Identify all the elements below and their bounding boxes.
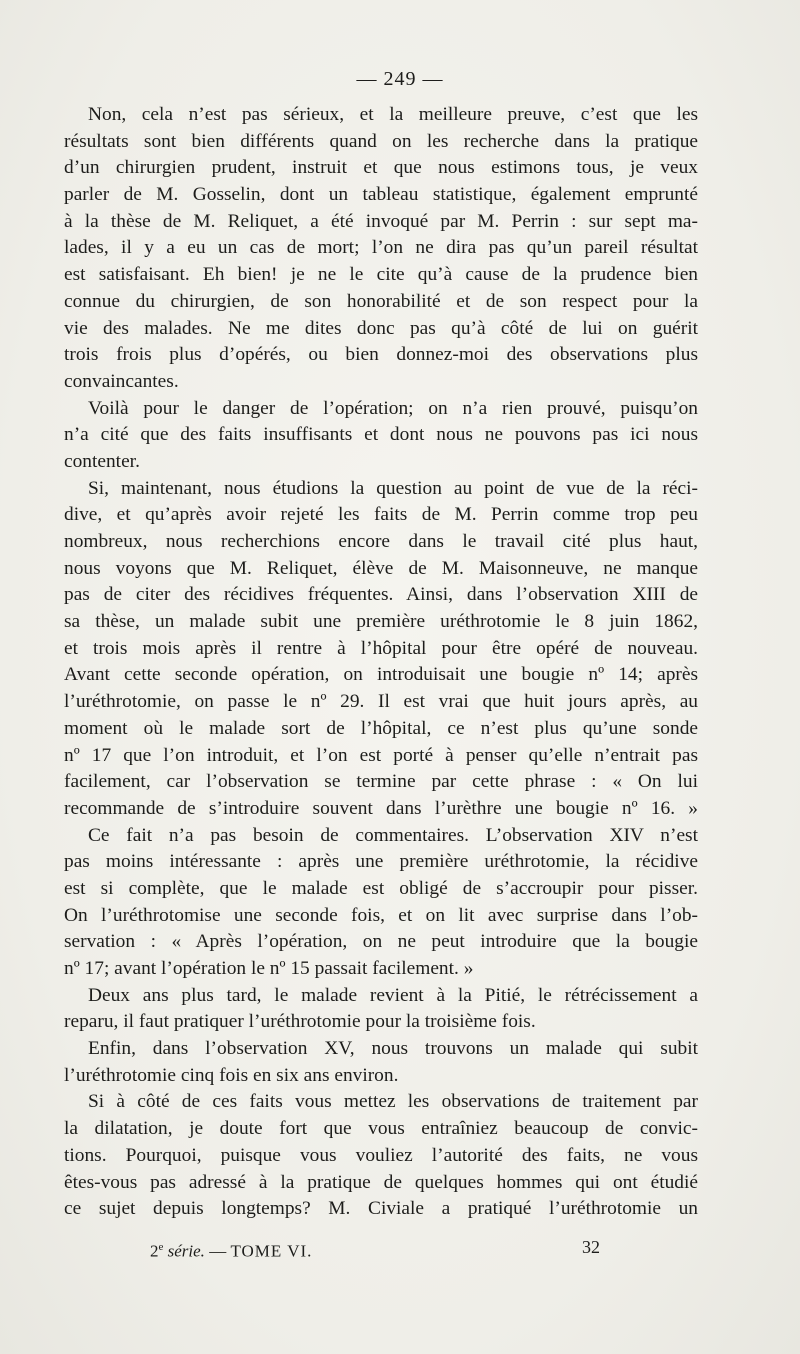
series-number: 2 xyxy=(150,1241,159,1261)
text-line: Deux ans plus tard, le malade revient à la Pitié, le rétrécissement a xyxy=(88,984,698,1006)
text-line: ce sujet depuis longtemps? M. Civiale a pratiqué l’uréthrotomie un xyxy=(64,1198,698,1220)
text-line: pas moins intéressante : après une première uréthrotomie, la récidive xyxy=(64,851,698,873)
signature-mark: 32 xyxy=(582,1237,600,1257)
series-label xyxy=(150,1234,312,1265)
series-word: série. xyxy=(167,1241,205,1261)
text-line: nº 17 que l’on introduit, et l’on est porté à penser qu’elle n’entrait pas xyxy=(64,744,698,766)
text-line: nous voyons que M. Reliquet, élève de M. Maisonneuve, ne manque xyxy=(64,557,698,579)
text-line: dive, et qu’après avoir rejeté les faits de M. Perrin comme trop peu xyxy=(64,504,698,526)
text-line: servation : « Après l’opération, on ne peut introduire que la bougie xyxy=(64,931,698,953)
text-line: êtes-vous pas adressé à la pratique de quelques hommes qui ont étudié xyxy=(64,1171,698,1193)
text-line: Ce fait n’a pas besoin de commentaires. L’observation XIV n’est xyxy=(88,824,698,846)
text-line: l’uréthrotomie cinq fois en six ans environ. xyxy=(64,1064,399,1086)
body-text xyxy=(64,102,698,1223)
text-line: contenter. xyxy=(64,450,140,472)
page-number: — 249 — xyxy=(356,68,444,90)
text-line: Enfin, dans l’observation XV, nous trouvons un malade qui subit xyxy=(88,1038,698,1060)
volume-label: TOME VI. xyxy=(230,1241,313,1261)
text-line: sa thèse, un malade subit une première uréthrotomie le 8 juin 1862, xyxy=(64,611,698,633)
text-line: nº 17; avant l’opération le nº 15 passait facilement. » xyxy=(64,958,474,979)
text-line: pas de citer des récidives fréquentes. Ainsi, dans l’observation XIII de xyxy=(64,584,698,606)
text-line: n’a cité que des faits insuffisants et dont nous ne pouvons pas ici nous xyxy=(64,424,698,446)
text-line: connue du chirurgien, de son honorabilité et de son respect pour la xyxy=(64,290,698,312)
text-line: reparu, il faut pratiquer l’uréthrotomie pour la troisième fois. xyxy=(64,1011,536,1033)
page-footer xyxy=(150,1234,600,1260)
text-line: trois frois plus d’opérés, ou bien donnez-moi des observations plus xyxy=(64,344,698,366)
text-line: Si, maintenant, nous étudions la question au point de vue de la réci- xyxy=(88,477,698,499)
text-line: Avant cette seconde opération, on introduisait une bougie nº 14; après xyxy=(64,664,698,686)
text-line: la dilatation, je doute fort que vous entraîniez beaucoup de convic- xyxy=(64,1118,698,1140)
text-line: d’un chirurgien prudent, instruit et que nous estimons tous, je veux xyxy=(64,157,698,179)
text-line: On l’uréthrotomise une seconde fois, et on lit avec surprise dans l’ob- xyxy=(64,904,698,926)
text-line: moment où le malade sort de l’hôpital, ce n’est plus qu’une sonde xyxy=(64,717,698,739)
text-line: facilement, car l’observation se termine par cette phrase : « On lui xyxy=(64,771,698,793)
text-line: Non, cela n’est pas sérieux, et la meilleure preuve, c’est que les xyxy=(88,104,698,125)
text-line: est satisfaisant. Eh bien! je ne le cite qu’à cause de la prudence bien xyxy=(64,264,698,286)
text-line: vie des malades. Ne me dites donc pas qu’à côté de lui on guérit xyxy=(64,317,698,339)
footer-dash: — xyxy=(209,1241,227,1261)
text-line: Voilà pour le danger de l’opération; on n’a rien prouvé, puisqu’on xyxy=(88,397,698,419)
text-line: est si complète, que le malade est obligé de s’accroupir pour pisser. xyxy=(64,877,698,899)
text-line: nombreux, nous recherchions encore dans le travail cité plus haut, xyxy=(64,531,698,552)
text-line: l’uréthrotomie, on passe le nº 29. Il est vrai que huit jours après, au xyxy=(64,691,698,713)
text-line: et trois mois après il rentre à l’hôpital pour être opéré de nouveau. xyxy=(64,637,698,659)
text-line: résultats sont bien différents quand on les recherche dans la pratique xyxy=(64,130,698,152)
series-superscript: e xyxy=(158,1241,164,1253)
text-line: lades, il y a eu un cas de mort; l’on ne dira pas qu’un pareil résultat xyxy=(64,237,698,259)
text-line: parler de M. Gosselin, dont un tableau statistique, également emprunté xyxy=(64,184,698,206)
text-line: convaincantes. xyxy=(64,370,179,392)
text-line: recommande de s’introduire souvent dans l’urèthre une bougie nº 16. » xyxy=(64,797,698,819)
text-line: à la thèse de M. Reliquet, a été invoqué par M. Perrin : sur sept ma- xyxy=(64,210,698,232)
text-line: Si à côté de ces faits vous mettez les observations de traitement par xyxy=(88,1091,698,1113)
text-line: tions. Pourquoi, puisque vous vouliez l’autorité des faits, ne vous xyxy=(64,1144,698,1166)
